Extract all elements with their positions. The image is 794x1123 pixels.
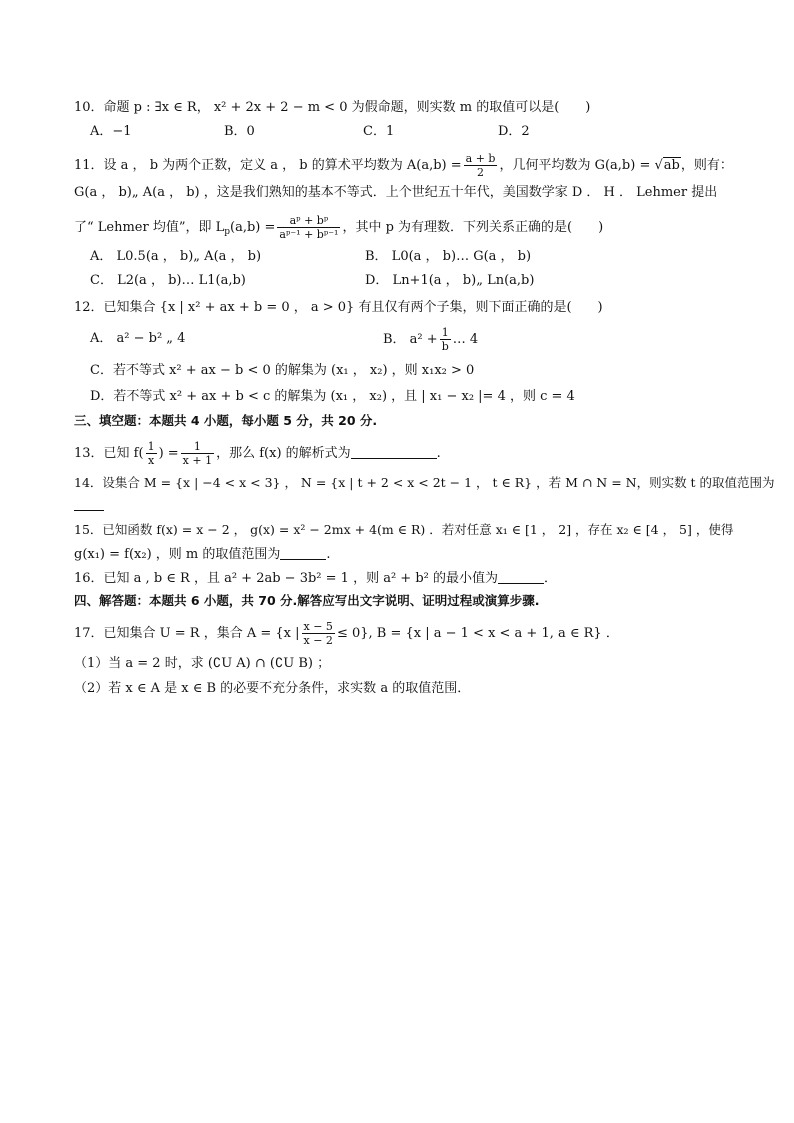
question-17-stem (74, 620, 619, 647)
question-12-stem: 12．已知集合 {x | x² + ax + b = 0 ， a > 0} 有且仅有两个子集，则下面正确的是( ) (74, 300, 603, 315)
question-11-line-3 (74, 214, 603, 241)
question-11-option-b: B． L0(a ， b)… G(a ， b) (365, 249, 532, 264)
question-14-line-1: 14．设集合 M = {x | −4 < x < 3} ， N = {x | t + 2 < x < 2t − 1 ， t ∈ R} ，若 M ∩ N = N，则实数 t 的取值范围为 (74, 475, 775, 490)
question-12-option-b (383, 326, 478, 353)
question-15-line-1: 15．已知函数 f(x) = x − 2 ， g(x) = x² − 2mx + 4(m ∈ R) ．若对任意 x₁ ∈ [1 ， 2] ，存在 x₂ ∈ [4 ， 5] ，使得 (74, 522, 734, 537)
question-14-line-2 (74, 497, 104, 515)
q11-text-d: 了“ Lehmer 均值”，即 L (74, 220, 225, 235)
q17-text-a: 17．已知集合 U = R ，集合 A = {x | (74, 626, 300, 641)
q13-numerator-2: 1 (181, 440, 214, 454)
question-17-part-1: （1）当 a = 2 时，求 (∁U A) ∩ (∁U B) ； (74, 656, 331, 671)
answer-blank (351, 446, 437, 459)
section-4-heading: 四、解答题：本题共 6 小题，共 70 分.解答应写出文字说明、证明过程或演算步骤. (74, 593, 540, 608)
q17-text-b: ≤ 0}, B = {x | a − 1 < x < a + 1, a ∈ R} ． (336, 626, 619, 641)
q13-denominator-1: x (147, 454, 155, 467)
q12-option-b-numerator: 1 (440, 326, 451, 340)
q12-option-b-text-a: B． a² + (383, 332, 438, 347)
question-11-option-c: C． L2(a ， b)… L1(a,b) (90, 273, 246, 288)
question-11-option-d: D． Ln+1(a ， b)„ Ln(a,b) (365, 273, 535, 288)
question-12-option-a: A． a² − b² „ 4 (90, 331, 186, 346)
q11-text-c: ，则有： (680, 158, 733, 173)
question-12-option-c: C．若不等式 x² + ax − b < 0 的解集为 (x₁ ， x₂) ，则 x₁x₂ > 0 (90, 363, 475, 378)
q11-text-a: 11．设 a ， b 为两个正数，定义 a ， b 的算术平均数为 A(a,b) = (74, 158, 462, 173)
section-3-heading: 三、填空题：本题共 4 小题，每小题 5 分，共 20 分. (74, 413, 378, 428)
q11-mean-fraction (464, 152, 498, 179)
answer-blank (280, 547, 326, 560)
q12-option-b-denominator: b (441, 340, 449, 353)
question-10-option-d: D．2 (498, 124, 530, 139)
question-13: 13．已知 f( $\frac{1}{x}$ ) = $\frac{1}{x + 1}$ ，那么 f(x) 的解析式为 . (74, 440, 441, 467)
question-10-option-b: B．0 (224, 124, 255, 139)
q11-subscript-p: p (224, 227, 231, 237)
q13-fraction-2 (181, 440, 214, 467)
question-11-line-1: 11．设 a ， b 为两个正数，定义 a ， b 的算术平均数为 A(a,b) = $\frac{a + b}{2}$ ，几何平均数为 G(a,b) = √ab，则有： (74, 152, 733, 179)
answer-blank (498, 571, 544, 584)
q13-fraction-1 (146, 440, 157, 467)
question-16: 16．已知 a , b ∈ R ，且 a² + 2ab − 3b² = 1 ，则 a² + b² 的最小值为 ． (74, 571, 558, 586)
q13-text-a: 13．已知 f( (74, 446, 144, 461)
q11-text-b: ，几何平均数为 G(a,b) = (499, 158, 651, 173)
q11-text-e: (a,b) = (230, 220, 276, 235)
q13-text-b: ) = (158, 446, 179, 461)
q11-sqrt-content: ab (663, 158, 680, 173)
question-11-line-2: G(a ， b)„ A(a ， b) ，这是我们熟知的基本不等式．上个世纪五十年代，美国数学家 D ． H ． Lehmer 提出 (74, 185, 718, 200)
q17-numerator: x − 5 (303, 620, 333, 633)
q11-lehmer-numerator: aᵖ + bᵖ (277, 214, 340, 228)
q12-option-b-text-b: … 4 (452, 332, 479, 347)
question-10-option-a: A．−1 (90, 124, 132, 139)
question-10-stem: 10．命题 p : ∃x ∈ R， x² + 2x + 2 − m < 0 为假命题，则实数 m 的取值可以是( ) (74, 100, 591, 115)
q17-fraction (302, 620, 335, 647)
q11-lehmer-fraction (277, 214, 340, 241)
question-17-part-2: （2）若 x ∈ A 是 x ∈ B 的必要不充分条件，求实数 a 的取值范围． (74, 681, 471, 696)
q16-text: 16．已知 a , b ∈ R ，且 a² + 2ab − 3b² = 1 ，则 a² + b² 的最小值为 (74, 571, 498, 586)
question-10-option-c: C．1 (363, 124, 395, 139)
q12-option-b-fraction (440, 326, 451, 353)
question-12-option-d: D．若不等式 x² + ax + b < c 的解集为 (x₁ ， x₂) ，且 | x₁ − x₂ |= 4 ，则 c = 4 (90, 389, 575, 404)
question-15-line-2: g(x₁) = f(x₂) ，则 m 的取值范围为 . (74, 547, 331, 562)
answer-blank (74, 498, 104, 511)
q17-denominator: x − 2 (303, 634, 333, 647)
q13-text-c: ，那么 f(x) 的解析式为 (216, 446, 351, 461)
q13-numerator-1: 1 (147, 440, 155, 453)
q11-text-f: ，其中 p 为有理数．下列关系正确的是( ) (342, 220, 604, 235)
q11-mean-numerator: a + b (465, 152, 496, 165)
q13-denominator-2: x + 1 (182, 454, 213, 467)
question-11-option-a: A． L0.5(a ， b)„ A(a ， b) (90, 249, 262, 264)
q11-lehmer-denominator: aᵖ⁻¹ + bᵖ⁻¹ (279, 228, 339, 241)
q15-text: g(x₁) = f(x₂) ，则 m 的取值范围为 (74, 547, 281, 562)
q11-mean-denominator: 2 (477, 166, 485, 179)
